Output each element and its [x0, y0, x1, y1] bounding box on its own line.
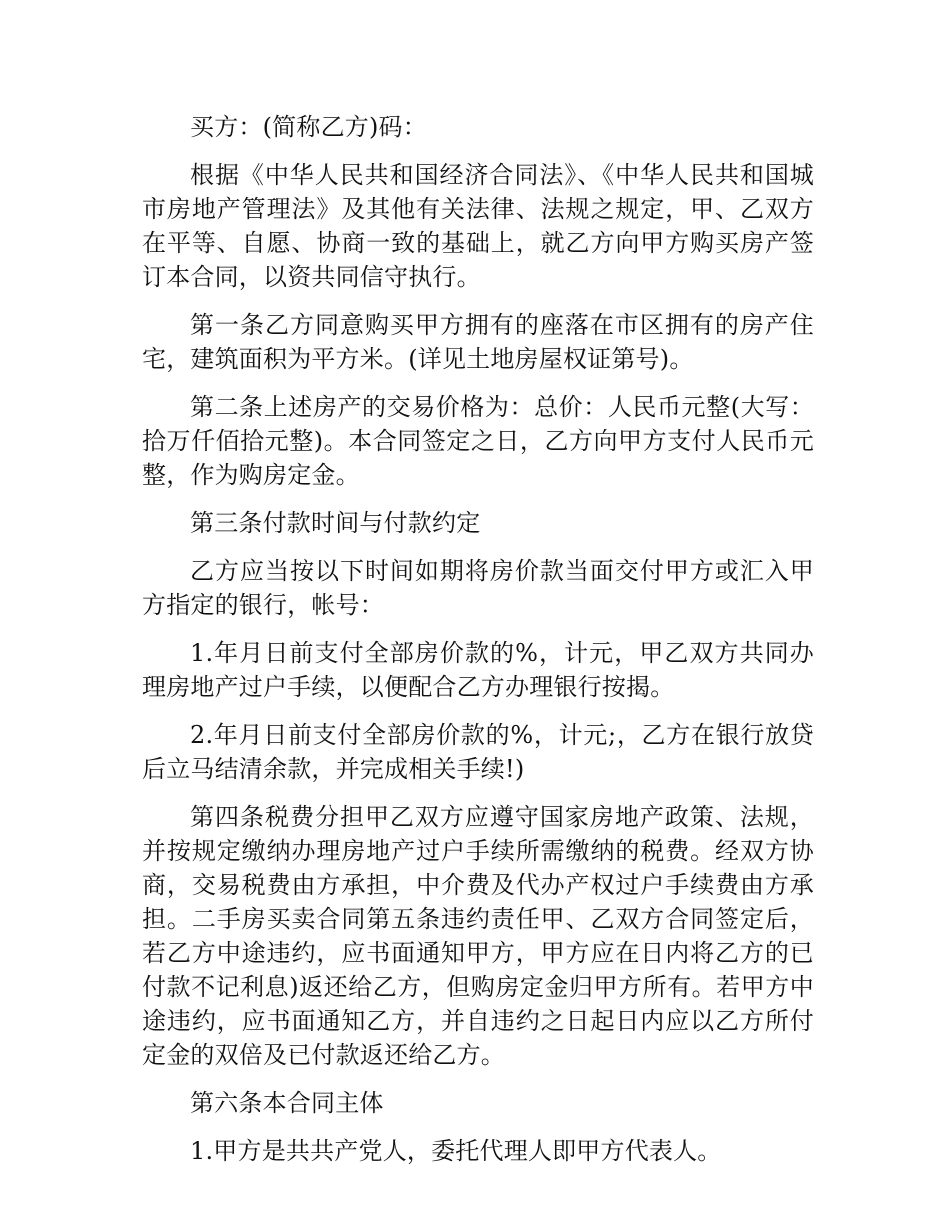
paragraph-article-6-item-1: 1.甲方是共共产党人，委托代理人即甲方代表人。	[190, 1137, 722, 1165]
paragraph-article-3-heading: 第三条付款时间与付款约定	[190, 509, 481, 537]
paragraph-payment-item-2: 2.年月日前支付全部房价款的%，计元;，乙方在银行放贷后立马结清余款，并完成相关手续!)	[142, 721, 814, 783]
paragraph-preamble: 根据《中华人民共和国经济合同法》、《中华人民共和国城市房地产管理法》及其他有关法律、法规之规定，甲、乙双方在平等、自愿、协商一致的基础上，就乙方向甲方购买房产签订本合同，以资共同信守执行。	[142, 161, 814, 291]
paragraph-buyer: 买方：(简称乙方)码：	[190, 113, 427, 141]
paragraph-article-6-heading: 第六条本合同主体	[190, 1089, 384, 1117]
paragraph-article-4-5: 第四条税费分担甲乙双方应遵守国家房地产政策、法规，并按规定缴纳办理房地产过户手续所需缴纳的税费。经双方协商，交易税费由方承担，中介费及代办产权过户手续费由方承担。二手房买卖合同第五条违约责任甲、乙双方合同签定后，若乙方中途违约，应书面通知甲方，甲方应在日内将乙方的已付款不记利息)返还给乙方，但购房定金归甲方所有。若甲方中途违约，应书面通知乙方，并自违约之日起日内应以乙方所付定金的双倍及已付款返还给乙方。	[142, 803, 814, 1069]
paragraph-article-2: 第二条上述房产的交易价格为：总价：人民币元整(大写：拾万仟佰拾元整)。本合同签定之日，乙方向甲方支付人民币元整，作为购房定金。	[142, 393, 814, 489]
paragraph-payment-item-1: 1.年月日前支付全部房价款的%，计元，甲乙双方共同办理房地产过户手续，以便配合乙方办理银行按揭。	[142, 639, 814, 701]
contract-body	[142, 110, 814, 1182]
paragraph-payment-account: 乙方应当按以下时间如期将房价款当面交付甲方或汇入甲方指定的银行，帐号：	[142, 557, 814, 619]
paragraph-article-1: 第一条乙方同意购买甲方拥有的座落在市区拥有的房产住宅，建筑面积为平方米。(详见土地房屋权证第号)。	[142, 311, 814, 373]
